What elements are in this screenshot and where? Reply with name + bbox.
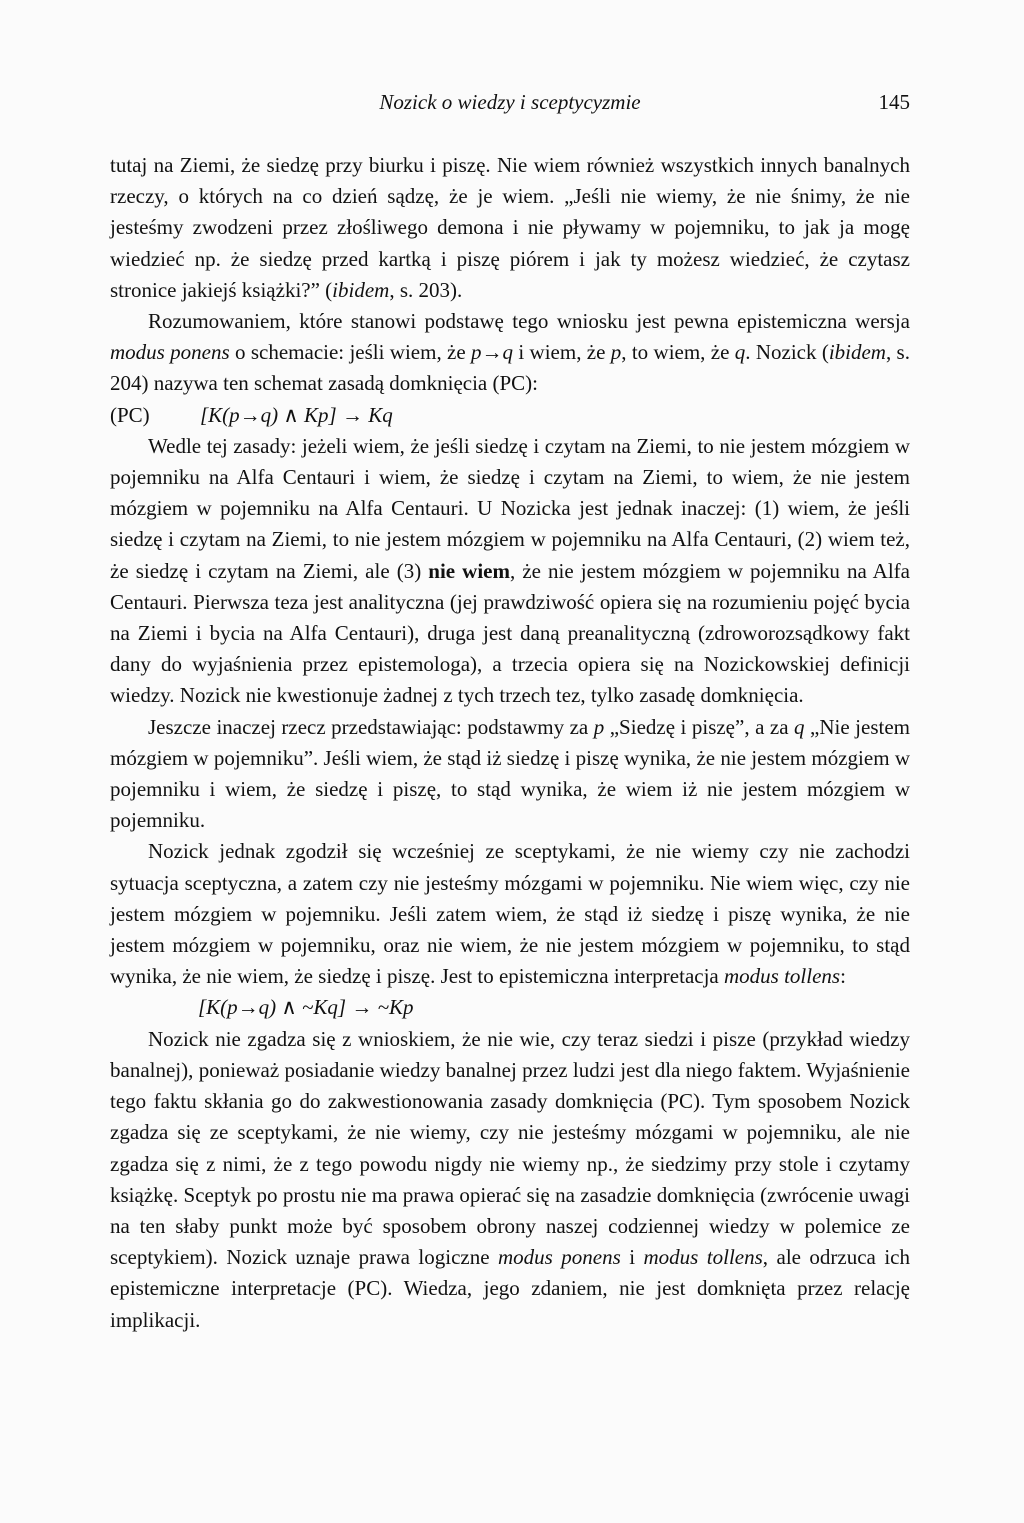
paragraph-6: Nozick nie zgadza się z wnioskiem, że nie wie, czy teraz siedzi i pisze (przykład wiedzy banalnej), ponieważ posiadanie wiedzy banalnej przez ludzi jest dla niego faktem. Wyjaśnienie tego faktu skłania go do zakwestionowania zasady domknięcia (PC). Tym sposobem Nozick zgadza się ze sceptykami, że nie wiemy, czy nie jesteśmy mózgami w pojemniku, ale nie zgadza się z nimi, że z tego powodu nigdy nie wiemy np., że siedzimy przy stole i czytamy książkę. Sceptyk po prostu nie ma prawa opierać się na zasadzie domknięcia (zwrócenie uwagi na ten słaby punkt może być sposobem obrony naszej codziennej wiedzy w polemice ze sceptykiem). Nozick uznaje prawa logiczne modus ponens i modus tollens, ale odrzuca ich epistemiczne interpretacje (PC). Wiedza, jego zdaniem, nie jest domknięta przez relację implikacji. [110,1026,910,1332]
paragraph-3: Wedle tej zasady: jeżeli wiem, że jeśli siedzę i czytam na Ziemi, to nie jestem mózgiem w pojemniku na Alfa Centauri i wiem, że siedzę i czytam na Ziemi, to wiem, że nie jestem mózgiem w pojemniku na Alfa Centauri. U Nozicka jest jednak inaczej: (1) wiem, że jeśli siedzę i czytam na Ziemi, to nie jestem mózgiem w pojemniku na Alfa Centauri, (2) wiem też, że siedzę i czytam na Ziemi, ale (3) nie wiem, że nie jestem mózgiem w pojemniku na Alfa Centauri. Pierwsza teza jest analityczna (jej prawdziwość opiera się na rozumieniu pojęć bycia na Ziemi i bycia na Alfa Centauri), druga jest daną preanalityczną (zdroworozsądkowy fakt dany do wyjaśnienia przez epistemologa), a trzecia opiera się na Nozickowskiej definicji wiedzy. Nozick nie kwestionuje żadnej z tych trzech tez, tylko zasadę domknięcia. [110,433,910,708]
paragraph-5: Nozick jednak zgodził się wcześniej ze sceptykami, że nie wiemy czy nie zachodzi sytuacja sceptyczna, a zatem czy nie jesteśmy mózgami w pojemniku. Nie wiem więc, czy nie jestem mózgiem w pojemniku. Jeśli zatem wiem, że stąd iż siedzę i piszę wynika, że nie jestem mózgiem w pojemniku, oraz nie wiem, że nie jestem mózgiem w pojemniku, to stąd wynika, że nie wiem, że siedzę i piszę. Jest to epistemiczna interpretacja modus tollens: [110,839,910,989]
paragraph-1: tutaj na Ziemi, że siedzę przy biurku i piszę. Nie wiem również wszystkich innych banalnych rzeczy, o których na co dzień sądzę, że je wiem. „Jeśli nie wiemy, że nie śnimy, że nie jesteśmy zwodzeni przez złośliwego demona i nie pływamy w pojemniku, to jak ja mogę wiedzieć np. że siedzę przed kartką i piszę piórem i jak ty możesz wiedzieć, że czytasz stronice jakiejś książki?” (ibidem, s. 203). [110,153,910,302]
running-header [110,90,910,120]
paragraph-2: Rozumowaniem, które stanowi podstawę tego wniosku jest pewna epistemiczna wersja modus ponens o schemacie: jeśli wiem, że p→q i wiem, że p, to wiem, że q. Nozick (ibidem, s. 204) nazywa ten schemat zasadą domknięcia (PC): [110,309,910,396]
paragraph-4: Jeszcze inaczej rzecz przedstawiając: podstawmy za p „Siedzę i piszę”, a za q „Nie jestem mózgiem w pojemniku”. Jeśli wiem, że stąd iż siedzę i piszę wynika, że nie jestem mózgiem w pojemniku i wiem, że siedzę i piszę, to stąd wynika, że wiem iż nie jestem mózgiem w pojemniku. [110,714,910,833]
formula-pc [110,400,910,431]
body-text [110,150,910,1336]
running-title: Nozick o wiedzy i sceptycyzmie [379,90,641,114]
formula-label: (PC) [110,402,150,427]
formula-expression: [K(p→q) ∧ Kp] → Kq [200,402,393,427]
formula-modus-tollens: [K(p→q) ∧ ~Kq] → ~Kp [198,995,414,1020]
page-number: 145 [878,90,910,114]
